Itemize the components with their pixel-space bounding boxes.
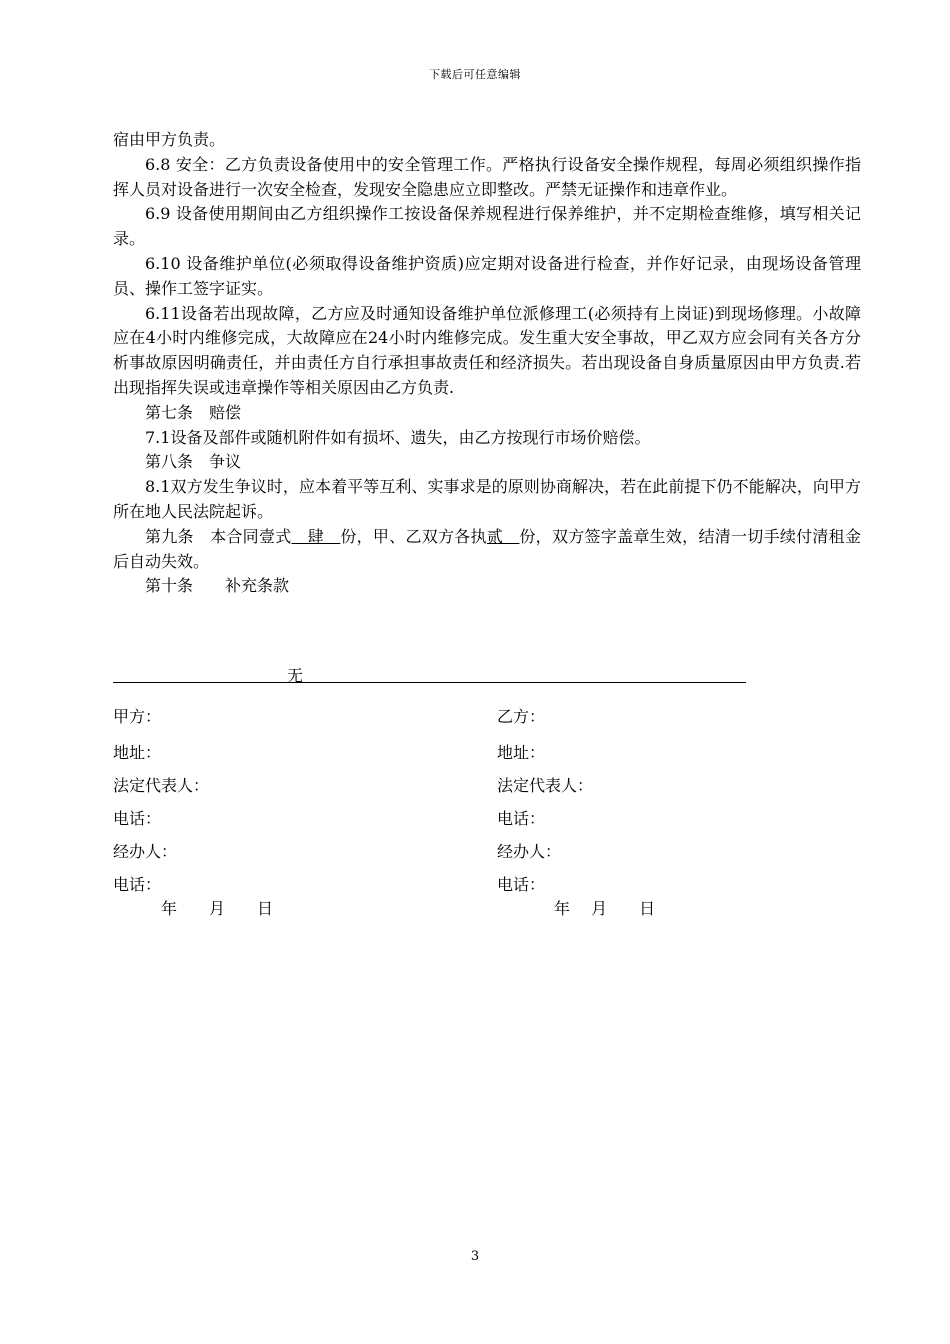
article-7-title: 第七条 赔偿 <box>145 402 242 422</box>
article-10-title: 第十条 补充条款 <box>145 576 290 596</box>
copies-total: 肆 <box>291 526 341 546</box>
clause-6-9: 6.9 设备使用期间由乙方组织操作工按设备保养规程进行保养维护，并不定期检查维修，填写相关记录。 <box>113 204 861 249</box>
page-number: 3 <box>470 1249 480 1264</box>
party-a-date: 年 月 日 <box>161 899 274 918</box>
page-header: 下载后可任意编辑 <box>429 68 521 81</box>
clause-6-8: 6.8 安全：乙方负责设备使用中的安全管理工作。严格执行设备安全操作规程，每周必须组织操作指挥人员对设备进行一次安全检查，发现安全隐患应立即整改。严禁无证操作和违章作业。 <box>113 154 861 199</box>
party-a-address: 地址： <box>113 743 162 762</box>
party-b-date: 年 月 日 <box>554 899 656 918</box>
contract-body <box>113 128 861 599</box>
party-a-phone: 电话： <box>113 809 162 828</box>
clause-8-1: 8.1双方发生争议时，应本着平等互利、实事求是的原则协商解决，若在此前提下仍不能解决，向甲方所在地人民法院起诉。 <box>113 477 861 521</box>
clause-7-1: 7.1设备及部件或随机附件如有损坏、遗失，由乙方按现行市场价赔偿。 <box>145 427 651 447</box>
clause-6-11: 6.11设备若出现故障，乙方应及时通知设备维护单位派修理工(必须持有上岗证)到现场修理。小故障应在4小时内维修完成，大故障应在24小时内维修完成。发生重大安全事故，甲乙双方应会同有关各方分析事故原因明确责任，并由责任方自行承担事故责任和经济损失。若出现设备自身质量原因由甲方负责.若出现指挥失误或违章操作等相关原因由乙方负责. <box>113 303 861 397</box>
article-9-part2: 份，甲、乙双方各执 <box>340 526 487 546</box>
article-9-part3: 份，双方签字盖章生效，结清一切手续付清租金后自动失效。 <box>113 526 861 571</box>
party-b-address: 地址： <box>497 743 546 762</box>
party-b-title: 乙方： <box>497 707 546 726</box>
article-9-part1: 第九条 本合同壹式 <box>145 526 292 546</box>
paragraph-continuation: 宿由甲方负责。 <box>113 130 226 149</box>
supplementary-content: 无 <box>287 666 304 685</box>
article-8-title: 第八条 争议 <box>145 452 242 472</box>
party-a-legal-rep: 法定代表人： <box>113 776 210 795</box>
party-b-phone: 电话： <box>497 809 546 828</box>
party-a-agent: 经办人： <box>113 842 178 861</box>
clause-6-10: 6.10 设备维护单位(必须取得设备维护资质)应定期对设备进行检查，并作好记录，由现场设备管理员、操作工签字证实。 <box>113 253 861 298</box>
article-9 <box>113 525 861 575</box>
supplementary-underline <box>113 682 746 683</box>
party-b-agent: 经办人： <box>497 842 562 861</box>
copies-each: 贰 <box>486 526 520 546</box>
party-a-title: 甲方： <box>113 707 162 726</box>
party-b-legal-rep: 法定代表人： <box>497 776 594 795</box>
party-b-phone-2: 电话： <box>497 875 546 894</box>
party-a-phone-2: 电话： <box>113 875 162 894</box>
